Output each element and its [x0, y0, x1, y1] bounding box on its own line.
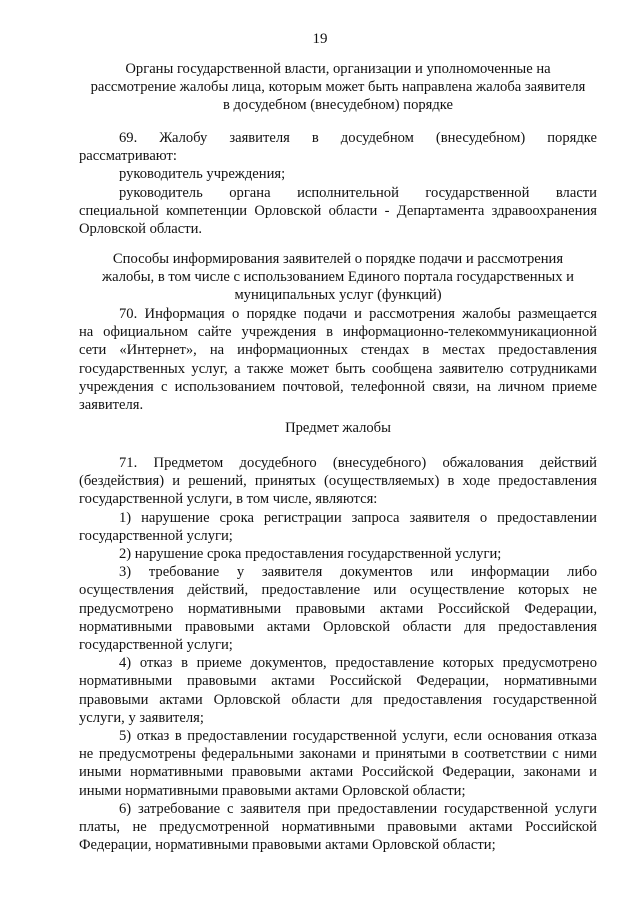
heading-line: Органы государственной власти, организации и уполномоченные на — [125, 61, 551, 77]
list-item: 1) нарушение срока регистрации запроса заявителя о предоставлении — [119, 509, 597, 526]
text-line: на официальном сайте учреждения в информационно-телекоммуникационной — [79, 324, 597, 341]
text-line: руководитель учреждения; — [119, 166, 286, 183]
text-line: заявителя. — [79, 397, 144, 414]
paragraph-70 — [79, 305, 597, 414]
text-line: государственной услуги; — [79, 637, 233, 654]
heading-line: Предмет жалобы — [285, 420, 391, 436]
text-line: (бездействия) и решений, принятых (осуществляемых) в ходе предоставления — [79, 473, 597, 490]
heading-complaint-subject — [79, 419, 597, 437]
text-line: учреждения с использованием почтовой, телефонной связи, на личном приеме — [79, 378, 597, 395]
text-line: 69. Жалобу заявителя в досудебном (внесудебном) порядке — [119, 130, 597, 146]
text-line: иными нормативными правовыми актами Российской Федерации, законами и — [79, 764, 597, 781]
text-line: не предусмотрены федеральными законами и принятыми в соответствии с ними — [79, 746, 597, 763]
text-line: государственной услуги, в том числе, являются: — [79, 491, 378, 508]
text-line: руководитель органа исполнительной государственной власти — [119, 184, 597, 201]
text-line: рассматривают: — [79, 148, 177, 165]
text-line: осуществления действий, предоставление или осуществление которых не — [79, 582, 597, 599]
text-line: Федерации, нормативными правовыми актами Орловской области; — [79, 837, 496, 854]
text-line: 70. Информация о порядке подачи и рассмотрения жалобы размещается — [119, 306, 597, 322]
text-line: платы, не предусмотренной нормативными правовыми актами Российской — [79, 819, 597, 836]
list-item: 2) нарушение срока предоставления государственной услуги; — [119, 546, 502, 563]
text-line: иными нормативными правовыми актами Орловской области; — [79, 782, 466, 799]
text-line: Орловской области. — [79, 221, 203, 238]
text-line: специальной компетенции Орловской области - Департамента здравоохранения — [79, 202, 597, 219]
text-line: 71. Предметом досудебного (внесудебного) обжалования действий — [119, 455, 597, 471]
heading-line: в досудебном (внесудебном) порядке — [222, 97, 454, 114]
text-line: услуги, у заявителя; — [79, 709, 204, 726]
text-line: сети «Интернет», на информационных стендах в местах предоставления — [79, 342, 597, 359]
list-item: 3) требование у заявителя документов или информации либо — [119, 564, 597, 581]
heading-informing-methods — [79, 250, 597, 305]
text-line: нормативными правовыми актами Российской Федерации, нормативными — [79, 673, 597, 690]
list-item: 5) отказ в предоставлении государственной услуги, если основания отказа — [119, 728, 597, 745]
heading-line: муниципальных услуг (функций) — [234, 287, 442, 304]
page-number: 19 — [312, 31, 328, 47]
text-line: правовыми актами Орловской области для предоставления государственной — [79, 691, 597, 708]
heading-line: жалобы, в том числе с использованием Единого портала государственных и — [102, 269, 574, 286]
list-item: 6) затребование с заявителя при предоставлении государственной услуги — [119, 800, 597, 817]
heading-line: рассмотрение жалобы лица, которым может быть направлена жалоба заявителя — [90, 79, 586, 96]
heading-line: Способы информирования заявителей о порядке подачи и рассмотрения — [112, 251, 564, 267]
text-line: нормативными правовыми актами Орловской области для предоставления — [79, 618, 597, 635]
paragraph-71 — [79, 454, 597, 854]
text-line: государственной услуги; — [79, 527, 233, 544]
text-line: предусмотрено нормативными правовыми актами Российской Федерации, — [79, 600, 597, 617]
list-item: 4) отказ в приеме документов, предоставление которых предусмотрено — [119, 655, 597, 672]
heading-complaint-bodies — [79, 60, 597, 115]
paragraph-69 — [79, 129, 597, 238]
text-line: государственных услуг, а также может быть сообщена заявителю сотрудниками — [79, 360, 597, 377]
